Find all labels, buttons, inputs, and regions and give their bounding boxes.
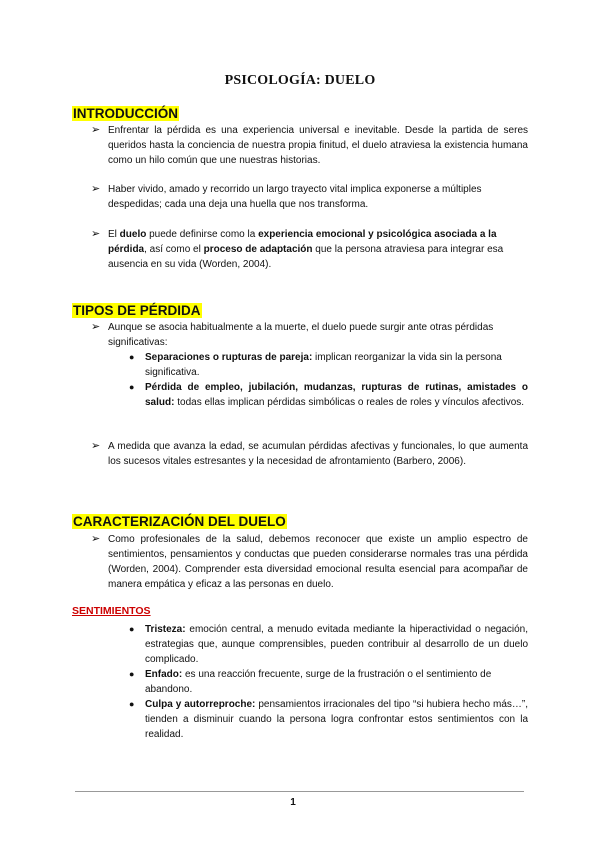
- carac-heading: [72, 514, 287, 530]
- text-run: , así como el: [144, 244, 204, 255]
- bullet-icon: ●: [129, 352, 135, 362]
- arrow-icon: ➢: [91, 321, 101, 333]
- text-run: El: [108, 229, 120, 240]
- text-run: que la persona atraviesa para integrar esa ausencia en su vida (Worden, 2004).: [108, 244, 504, 270]
- page-number: 1: [290, 797, 296, 808]
- sentimientos-bullet-3: [145, 697, 528, 742]
- text-run: emoción central, a menudo evitada mediante la hiperactividad o negación, estrategias que, aunque comprensibles, pueden contribuir al desarrollo de un duelo complicado.: [145, 624, 528, 665]
- bullet-icon: ●: [129, 624, 135, 634]
- tipos-bullet-1: [145, 350, 528, 380]
- page-title: PSICOLOGÍA: DUELO: [224, 73, 376, 88]
- bold-term: Pérdida de empleo, jubilación, mudanzas, rupturas de rutinas, amistades o salud:: [145, 382, 528, 408]
- arrow-icon: ➢: [91, 183, 101, 195]
- text-run: implican reorganizar la vida sin la persona significativa.: [145, 352, 502, 378]
- text-run: puede definirse como la: [146, 229, 259, 240]
- sentimientos-heading: SENTIMIENTOS: [72, 605, 151, 617]
- arrow-icon: ➢: [91, 228, 101, 240]
- tipos-heading: [72, 303, 202, 319]
- text-run: todas ellas implican pérdidas simbólicas o reales de roles y vínculos afectivos.: [174, 397, 525, 408]
- intro-paragraph-1: Enfrentar la pérdida es una experiencia universal e inevitable. Desde la partida de seres queridos hasta la conciencia de nuestra propia finitud, el duelo atraviesa la existencia humana como un hilo común que une nuestras historias.: [108, 125, 528, 166]
- tipos-paragraph-2: A medida que avanza la edad, se acumulan pérdidas afectivas y funcionales, lo que aumenta los sucesos vitales estresantes y la necesidad de afrontamiento (Barbero, 2006).: [108, 441, 528, 467]
- intro-paragraph-2: Haber vivido, amado y recorrido un largo trayecto vital implica exponerse a múltiples despedidas; cada una deja una huella que nos transforma.: [108, 184, 482, 210]
- sentimientos-bullet-2: [145, 667, 528, 697]
- bold-term: Culpa y autorreproche:: [145, 699, 256, 710]
- intro-heading: [72, 106, 179, 122]
- bullet-icon: ●: [129, 382, 135, 392]
- bold-term: duelo: [119, 229, 147, 240]
- bold-term: Tristeza:: [145, 624, 186, 635]
- bold-term: Separaciones o rupturas de pareja:: [145, 352, 313, 363]
- bold-term: Enfado:: [145, 669, 183, 680]
- text-run: es una reacción frecuente, surge de la frustración o el sentimiento de abandono.: [145, 669, 492, 695]
- arrow-icon: ➢: [91, 440, 101, 452]
- carac-heading-text: CARACTERIZACIÓN DEL DUELO: [73, 514, 286, 529]
- bold-term: experiencia emocional y psicológica asociada a la pérdida: [108, 229, 497, 255]
- bold-term: proceso de adaptación: [203, 244, 313, 255]
- intro-paragraph-3: [108, 227, 528, 272]
- carac-paragraph-1: Como profesionales de la salud, debemos reconocer que existe un amplio espectro de sentimientos, pensamientos y conductas que pueden considerarse normales tras una pérdida (Worden, 2004). Comprender esta diversidad emocional resulta esencial para acompañar de manera empática y eficaz a las personas en duelo.: [108, 534, 528, 590]
- tipos-heading-text: TIPOS DE PÉRDIDA: [73, 303, 201, 318]
- sentimientos-bullet-1: [145, 622, 528, 667]
- text-run: pensamientos irracionales del tipo “si hubiera hecho más…”, tienden a disminuir cuando la persona logra confrontar estos sentimientos con la realidad.: [145, 699, 528, 740]
- arrow-icon: ➢: [91, 124, 101, 136]
- intro-heading-text: INTRODUCCIÓN: [73, 106, 178, 121]
- arrow-icon: ➢: [91, 533, 101, 545]
- bullet-icon: ●: [129, 699, 135, 709]
- tipos-paragraph-1: Aunque se asocia habitualmente a la muerte, el duelo puede surgir ante otras pérdidas significativas:: [108, 322, 494, 348]
- tipos-bullet-2: [145, 380, 528, 410]
- footer-divider: [75, 791, 524, 792]
- bullet-icon: ●: [129, 669, 135, 679]
